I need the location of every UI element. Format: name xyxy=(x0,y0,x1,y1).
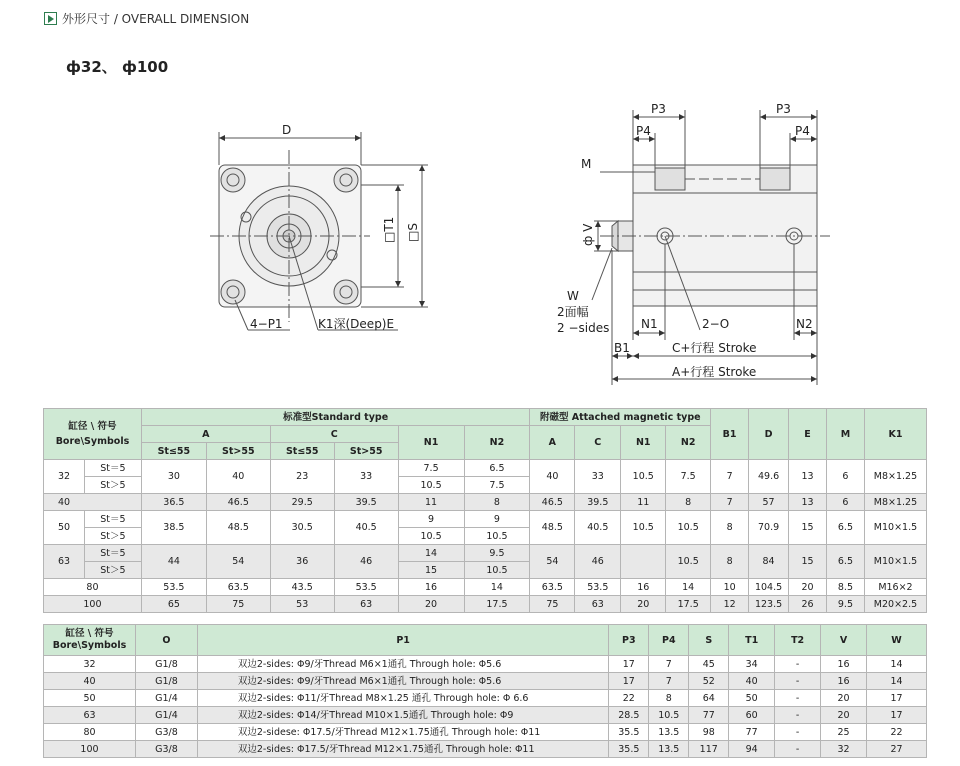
col-standard-type: 标准型Standard type xyxy=(141,409,529,426)
cell-v: 16 xyxy=(821,656,867,673)
label-C-stroke: C+行程 Stroke xyxy=(672,341,757,355)
cell-v: 32 xyxy=(821,741,867,758)
col-M: M xyxy=(826,409,864,460)
table-row xyxy=(44,690,927,707)
col-S: S xyxy=(689,625,729,656)
cell-p3: 28.5 xyxy=(609,707,649,724)
col-O: O xyxy=(135,625,197,656)
col-N2: N2 xyxy=(464,426,530,460)
cell-s: 64 xyxy=(689,690,729,707)
col-T2: T2 xyxy=(775,625,821,656)
col-K1: K1 xyxy=(864,409,926,460)
cell-t2: - xyxy=(775,724,821,741)
cell-p3: 22 xyxy=(609,690,649,707)
table-row: St＞5 10.5 10.5 xyxy=(44,528,927,545)
col-T1: T1 xyxy=(729,625,775,656)
cell-t1: 77 xyxy=(729,724,775,741)
cell-p1: 双边2-sides: Φ9/牙Thread M6×1通孔 Through hole: Φ5.6 xyxy=(197,656,608,673)
section-title: 外形尺寸 / OVERALL DIMENSION xyxy=(62,12,250,26)
cell-v: 20 xyxy=(821,707,867,724)
cell-o: G1/8 xyxy=(135,656,197,673)
dimension-table-1 xyxy=(43,408,927,613)
cell-t1: 40 xyxy=(729,673,775,690)
cell-bore: 63 xyxy=(44,707,136,724)
label-M: M xyxy=(581,157,592,171)
col-D: D xyxy=(749,409,789,460)
col-P1: P1 xyxy=(197,625,608,656)
cell-p4: 10.5 xyxy=(649,707,689,724)
label-T1: □T1 xyxy=(382,216,396,243)
label-K1: K1深(Deep)E xyxy=(318,317,395,331)
label-N1: N1 xyxy=(641,317,658,331)
label-N2: N2 xyxy=(796,317,813,331)
label-W: W xyxy=(567,289,579,303)
label-sides-en: 2 −sides xyxy=(557,321,610,335)
cell-bore: 40 xyxy=(44,673,136,690)
col-magnetic-type: 附磁型 Attached magnetic type xyxy=(530,409,711,426)
cell-t1: 50 xyxy=(729,690,775,707)
table-row: 50 St＝5 38.5 48.5 30.5 40.5 9 9 48.5 40.5 10.5 10.5 8 70.9 15 6.5 M10×1.5 xyxy=(44,511,927,528)
label-V: ф V xyxy=(581,223,595,246)
label-P3-right: P3 xyxy=(776,102,791,116)
cell-p4: 13.5 xyxy=(649,724,689,741)
cell-s: 117 xyxy=(689,741,729,758)
cell-p1: 双边2-sides: Φ17.5/牙Thread M12×1.75通孔 Through hole: Φ11 xyxy=(197,741,608,758)
col-P4: P4 xyxy=(649,625,689,656)
cell-s: 52 xyxy=(689,673,729,690)
label-P3-left: P3 xyxy=(651,102,666,116)
col-mag-N2: N2 xyxy=(666,426,711,460)
cell-w: 14 xyxy=(867,656,927,673)
label-B1: B1 xyxy=(614,341,630,355)
col-A: A xyxy=(141,426,270,443)
cell-p1: 双边2-sides: Φ9/牙Thread M6×1通孔 Through hole: Φ5.6 xyxy=(197,673,608,690)
cell-o: G1/4 xyxy=(135,707,197,724)
table-row: 80 53.5 63.5 43.5 53.5 16 14 63.5 53.5 16 14 10 104.5 20 8.5 M16×2 xyxy=(44,579,927,596)
cell-w: 14 xyxy=(867,673,927,690)
cell-p3: 35.5 xyxy=(609,724,649,741)
label-sides-cn: 2面幅 xyxy=(557,305,589,319)
label-A-stroke: A+行程 Stroke xyxy=(672,365,757,379)
table-row: 63 St＝5 44 54 36 46 14 9.5 54 46 10.5 8 84 15 6.5 M10×1.5 xyxy=(44,545,927,562)
cell-v: 16 xyxy=(821,673,867,690)
table-row xyxy=(44,673,927,690)
label-D: D xyxy=(282,123,292,137)
cell-w: 22 xyxy=(867,724,927,741)
cell-t2: - xyxy=(775,673,821,690)
cell-w: 17 xyxy=(867,707,927,724)
cell-t1: 94 xyxy=(729,741,775,758)
cell-w: 27 xyxy=(867,741,927,758)
dimension-table-2 xyxy=(43,624,927,758)
col-mag-C: C xyxy=(575,426,621,460)
label-P4-right: P4 xyxy=(795,124,810,138)
cell-bore: 32 xyxy=(44,656,136,673)
cell-p1: 双边2-sides: Φ14/牙Thread M10×1.5通孔 Through hole: Φ9 xyxy=(197,707,608,724)
cell-bore: 80 xyxy=(44,724,136,741)
col-C-st-le55: St≤55 xyxy=(270,443,334,460)
cell-p1: 双边2-sidese: Φ17.5/牙Thread M12×1.75通孔 Through hole: Φ11 xyxy=(197,724,608,741)
table-row: 40 36.5 46.5 29.5 39.5 11 8 46.5 39.5 11 8 7 57 13 6 M8×1.25 xyxy=(44,494,927,511)
table-row xyxy=(44,724,927,741)
cell-t2: - xyxy=(775,690,821,707)
cell-p4: 8 xyxy=(649,690,689,707)
table-row: St＞5 15 10.5 xyxy=(44,562,927,579)
col-mag-A: A xyxy=(530,426,575,460)
col-V: V xyxy=(821,625,867,656)
cell-bore: 100 xyxy=(44,741,136,758)
bore-subtitle: ф32、 ф100 xyxy=(66,58,169,76)
cell-bore: 50 xyxy=(44,690,136,707)
cell-t2: - xyxy=(775,656,821,673)
cell-p1: 双边2-sides: Φ11/牙Thread M8×1.25 通孔 Through hole: Φ 6.6 xyxy=(197,690,608,707)
col-N1: N1 xyxy=(398,426,464,460)
cell-t1: 34 xyxy=(729,656,775,673)
col-A-st-gt55: St>55 xyxy=(206,443,270,460)
table-row xyxy=(44,741,927,758)
cell-o: G1/8 xyxy=(135,673,197,690)
col-B1: B1 xyxy=(711,409,749,460)
col-mag-N1: N1 xyxy=(621,426,666,460)
table-row xyxy=(44,656,927,673)
col-E: E xyxy=(789,409,827,460)
cell-p4: 7 xyxy=(649,656,689,673)
cell-v: 25 xyxy=(821,724,867,741)
col-bore-symbols: 缸径 \ 符号 Bore\Symbols xyxy=(44,409,142,460)
label-P4-left: P4 xyxy=(636,124,651,138)
table-row: 32 St＝5 30 40 23 33 7.5 6.5 40 33 10.5 7.5 7 49.6 13 6 M8×1.25 xyxy=(44,460,927,477)
cell-t2: - xyxy=(775,741,821,758)
cell-s: 77 xyxy=(689,707,729,724)
cell-o: G1/4 xyxy=(135,690,197,707)
cell-p3: 17 xyxy=(609,656,649,673)
cell-t2: - xyxy=(775,707,821,724)
cell-p4: 7 xyxy=(649,673,689,690)
cell-p3: 35.5 xyxy=(609,741,649,758)
table-row: 100 65 75 53 63 20 17.5 75 63 20 17.5 12 123.5 26 9.5 M20×2.5 xyxy=(44,596,927,613)
cell-w: 17 xyxy=(867,690,927,707)
cell-p3: 17 xyxy=(609,673,649,690)
cell-o: G3/8 xyxy=(135,724,197,741)
label-O: 2−O xyxy=(702,317,730,331)
table-row xyxy=(44,707,927,724)
col-C: C xyxy=(270,426,398,443)
cell-p4: 13.5 xyxy=(649,741,689,758)
table-row: St＞5 10.5 7.5 xyxy=(44,477,927,494)
cell-s: 45 xyxy=(689,656,729,673)
cell-s: 98 xyxy=(689,724,729,741)
col-bore-symbols: 缸径 \ 符号 Bore\Symbols xyxy=(44,625,136,656)
col-W: W xyxy=(867,625,927,656)
cell-t1: 60 xyxy=(729,707,775,724)
col-P3: P3 xyxy=(609,625,649,656)
col-C-st-gt55: St>55 xyxy=(334,443,398,460)
cell-v: 20 xyxy=(821,690,867,707)
cell-o: G3/8 xyxy=(135,741,197,758)
label-S: □S xyxy=(406,223,420,242)
label-P1: 4−P1 xyxy=(250,317,283,331)
col-A-st-le55: St≤55 xyxy=(141,443,206,460)
